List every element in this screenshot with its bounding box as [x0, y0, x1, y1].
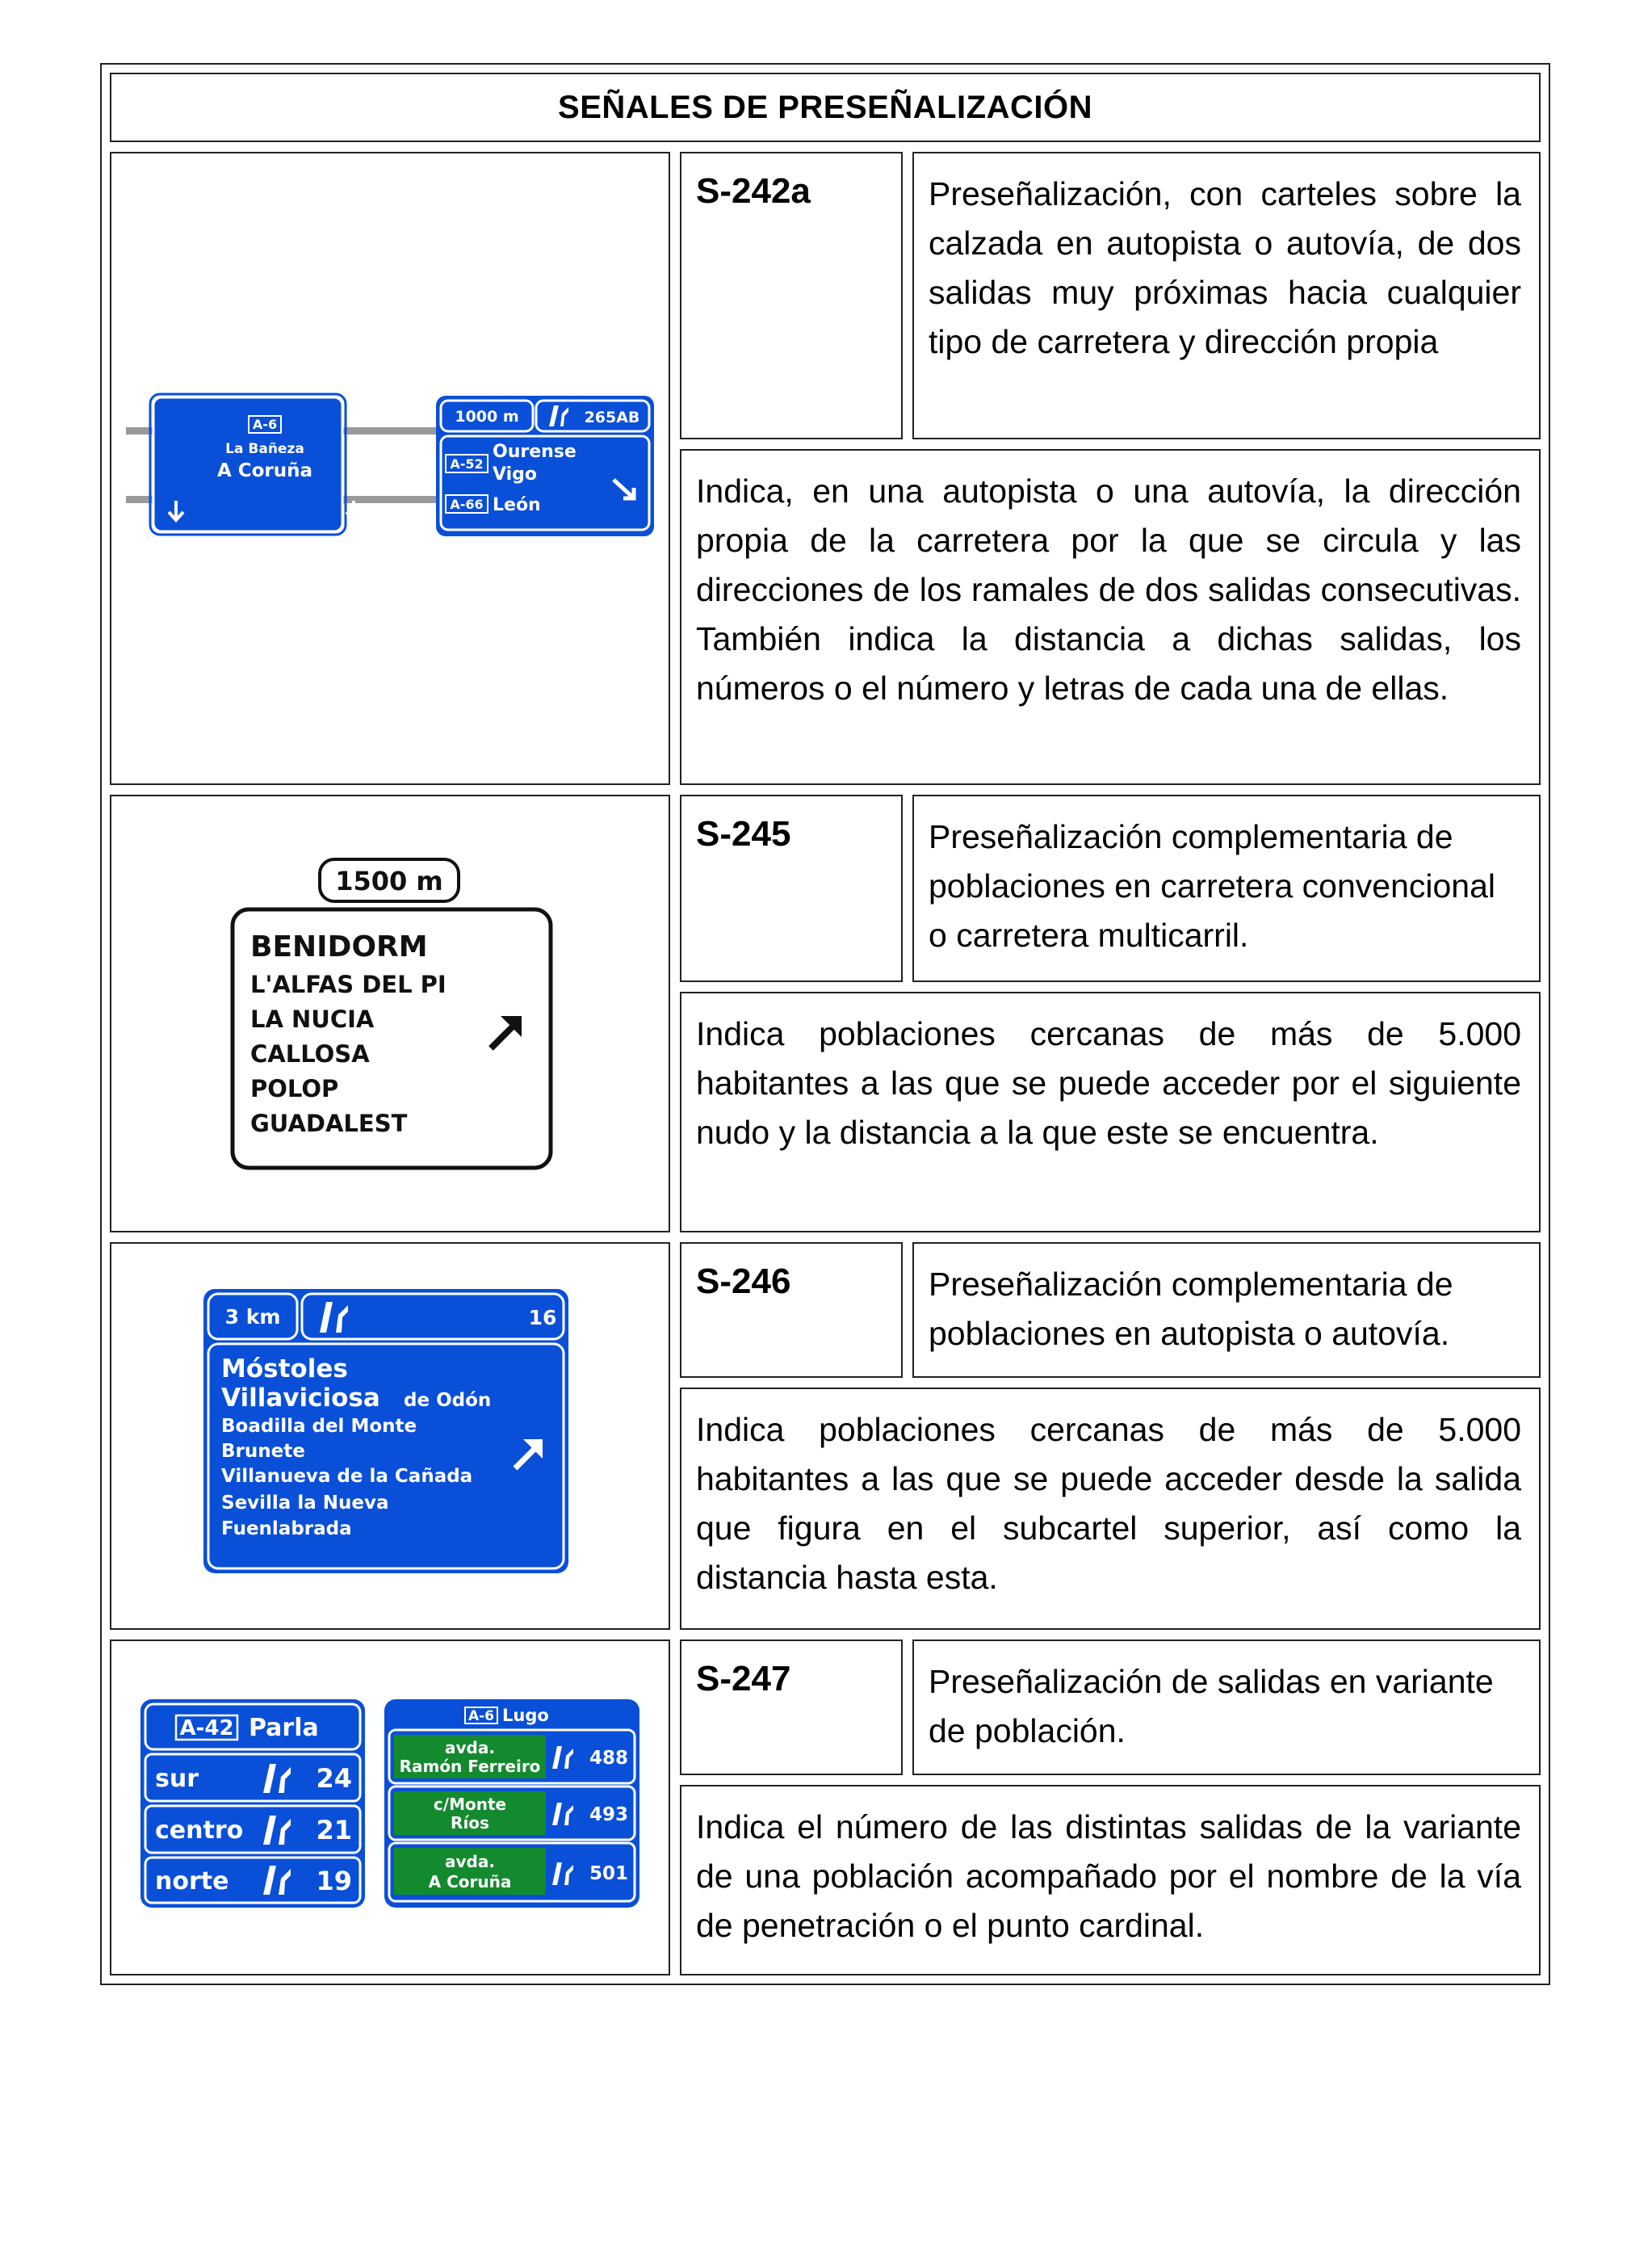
place-villaviciosa: Villaviciosa: [221, 1383, 380, 1413]
long-description: Indica el número de las distintas salidas de la variante de una población acompañado por el nombre de la vía de penetración o el punto cardinal.: [680, 1785, 1541, 1975]
place-fuenlabrada: Fuenlabrada: [221, 1518, 352, 1539]
place-callosa: CALLOSA: [250, 1040, 370, 1068]
sign-image-cell: [110, 795, 670, 1232]
road-a66: A-66: [450, 497, 484, 512]
place-benidorm: BENIDORM: [250, 930, 428, 964]
short-description: Preseñalización complementaria de poblaciones en carretera convencional o carretera multicarril.: [912, 795, 1541, 982]
place-villaviciosa-suffix: de Odón: [404, 1390, 492, 1411]
exit-number-501: 501: [589, 1863, 628, 1884]
place-villanueva: Villanueva de la Cañada: [221, 1466, 473, 1487]
green-dest-1a: avda.: [445, 1738, 495, 1757]
distance-label: 1000 m: [455, 408, 519, 426]
green-dest-1b: Ramón Ferreiro: [399, 1757, 541, 1776]
long-description: Indica, en una autopista o una autovía, la dirección propia de la carretera por la que se circula y las direcciones de los ramales de dos salidas consecutivas. También indica la distancia a dichas salidas, los números o el número y letras de cada una de ellas.: [680, 449, 1541, 785]
distance-label: 1500 m: [335, 866, 443, 896]
right-road-label: A-6: [468, 1708, 495, 1724]
dest-leon: León: [493, 495, 541, 515]
sign-s246: [111, 1244, 672, 1631]
exit-number-488: 488: [589, 1748, 628, 1769]
left-road-label: A-6: [252, 417, 278, 432]
exit-number-493: 493: [589, 1804, 628, 1825]
exit-number: 265AB: [584, 409, 640, 426]
place-nucia: LA NUCIA: [250, 1006, 375, 1033]
road-a52: A-52: [450, 456, 484, 472]
sign-image-cell: [110, 152, 670, 785]
right-place-label: Lugo: [502, 1706, 549, 1725]
sign-s245: [111, 796, 672, 1234]
long-description: Indica poblaciones cercanas de más de 5.000 habitantes a las que se puede acceder por el siguiente nudo y la distancia a la que este se encuentra.: [680, 992, 1541, 1232]
exit-label-centro: centro: [155, 1816, 244, 1845]
exit-number-24: 24: [316, 1763, 352, 1794]
place-sevilla: Sevilla la Nueva: [221, 1493, 389, 1514]
left-dest-2: A Coruña: [216, 460, 313, 481]
sign-code: S-247: [680, 1640, 903, 1775]
sign-image-cell: [110, 1242, 670, 1630]
place-brunete: Brunete: [221, 1441, 305, 1462]
sign-s242a: [111, 153, 672, 787]
green-dest-2b: Ríos: [451, 1813, 489, 1833]
exit-label-sur: sur: [155, 1765, 199, 1793]
exit-number-21: 21: [316, 1815, 352, 1845]
sign-code: S-245: [680, 795, 903, 982]
green-dest-2a: c/Monte: [433, 1795, 507, 1814]
place-polop: POLOP: [250, 1075, 339, 1102]
distance-label: 3 km: [224, 1305, 281, 1329]
short-description: Preseñalización de salidas en variante de población.: [912, 1640, 1541, 1775]
green-dest-3b: A Coruña: [428, 1872, 512, 1891]
sign-code: S-242a: [680, 152, 903, 439]
place-guadalest: GUADALEST: [250, 1110, 408, 1137]
dest-ourense: Ourense: [493, 442, 577, 462]
left-road-label: A-42: [179, 1716, 234, 1740]
exit-number-19: 19: [316, 1866, 352, 1896]
long-description: Indica poblaciones cercanas de más de 5.000 habitantes a las que se puede acceder desde la salida que figura en el subcartel superior, así como la distancia hasta esta.: [680, 1388, 1541, 1630]
short-description: Preseñalización complementaria de poblaciones en autopista o autovía.: [912, 1242, 1541, 1378]
dest-vigo: Vigo: [493, 464, 538, 485]
page-title: SEÑALES DE PRESEÑALIZACIÓN: [110, 73, 1541, 142]
place-alfas: L'ALFAS DEL PI: [250, 971, 447, 998]
sign-code: S-246: [680, 1242, 903, 1378]
place-boadilla: Boadilla del Monte: [221, 1416, 417, 1437]
sign-image-cell: [110, 1640, 670, 1975]
sign-s247: [111, 1641, 672, 1977]
green-dest-3a: avda.: [445, 1852, 495, 1871]
down-arrow-icon: [346, 501, 361, 520]
left-dest-1: La Bañeza: [225, 441, 304, 457]
exit-number: 16: [528, 1306, 557, 1329]
exit-label-norte: norte: [155, 1867, 229, 1896]
left-place-label: Parla: [249, 1714, 319, 1742]
place-mostoles: Móstoles: [221, 1354, 348, 1383]
short-description: Preseñalización, con carteles sobre la calzada en autopista o autovía, de dos salidas muy próximas hacia cualquier tipo de carretera y dirección propia: [912, 152, 1541, 439]
